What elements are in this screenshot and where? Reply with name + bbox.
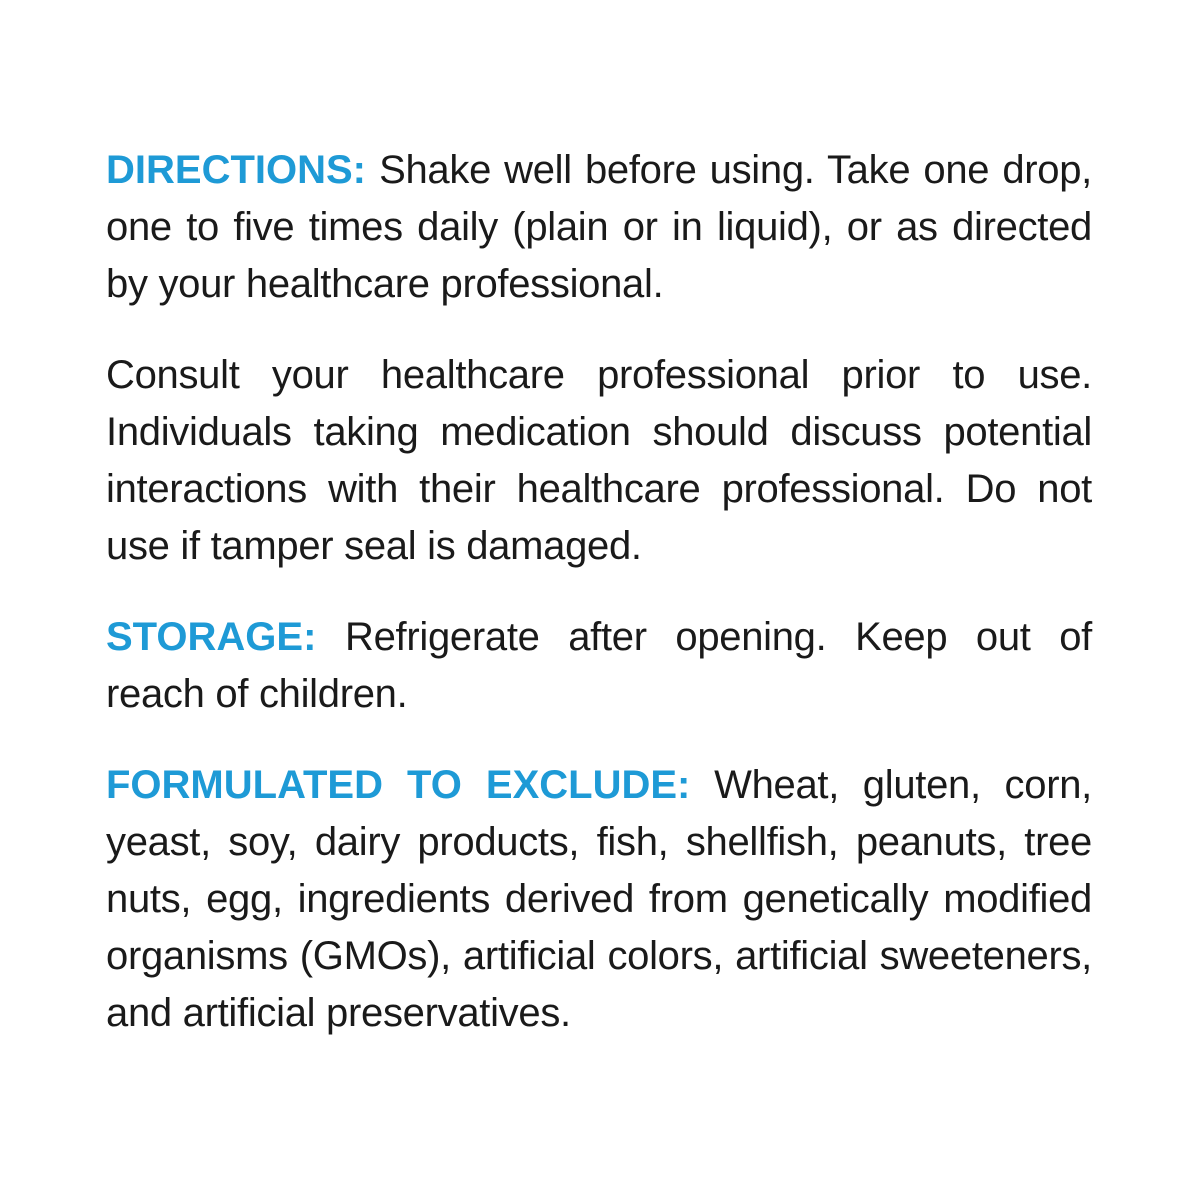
exclusions-heading: FORMULATED TO EXCLUDE: (106, 763, 691, 807)
directions-heading: DIRECTIONS: (106, 148, 366, 192)
directions-section (106, 142, 1092, 313)
storage-heading: STORAGE: (106, 615, 317, 659)
consult-text: Consult your healthcare professional prior to use. Individuals taking medication should discuss potential interactions with their healthcare professional. Do not use if tamper seal is damaged. (106, 353, 1092, 568)
exclusions-text: Wheat, gluten, corn, yeast, soy, dairy products, fish, shellfish, peanuts, tree nuts, egg, ingredients derived from genetically modified organisms (GMOs), artificial colors, artificial sweeteners, and artificial preservatives. (106, 763, 1092, 1035)
label-content (106, 142, 1092, 1076)
exclusions-section (106, 757, 1092, 1042)
storage-section (106, 609, 1092, 723)
consult-section (106, 347, 1092, 575)
storage-text: Refrigerate after opening. Keep out of reach of children. (106, 615, 1092, 716)
directions-text: Shake well before using. Take one drop, one to five times daily (plain or in liquid), or as directed by your healthcare professional. (106, 148, 1092, 306)
